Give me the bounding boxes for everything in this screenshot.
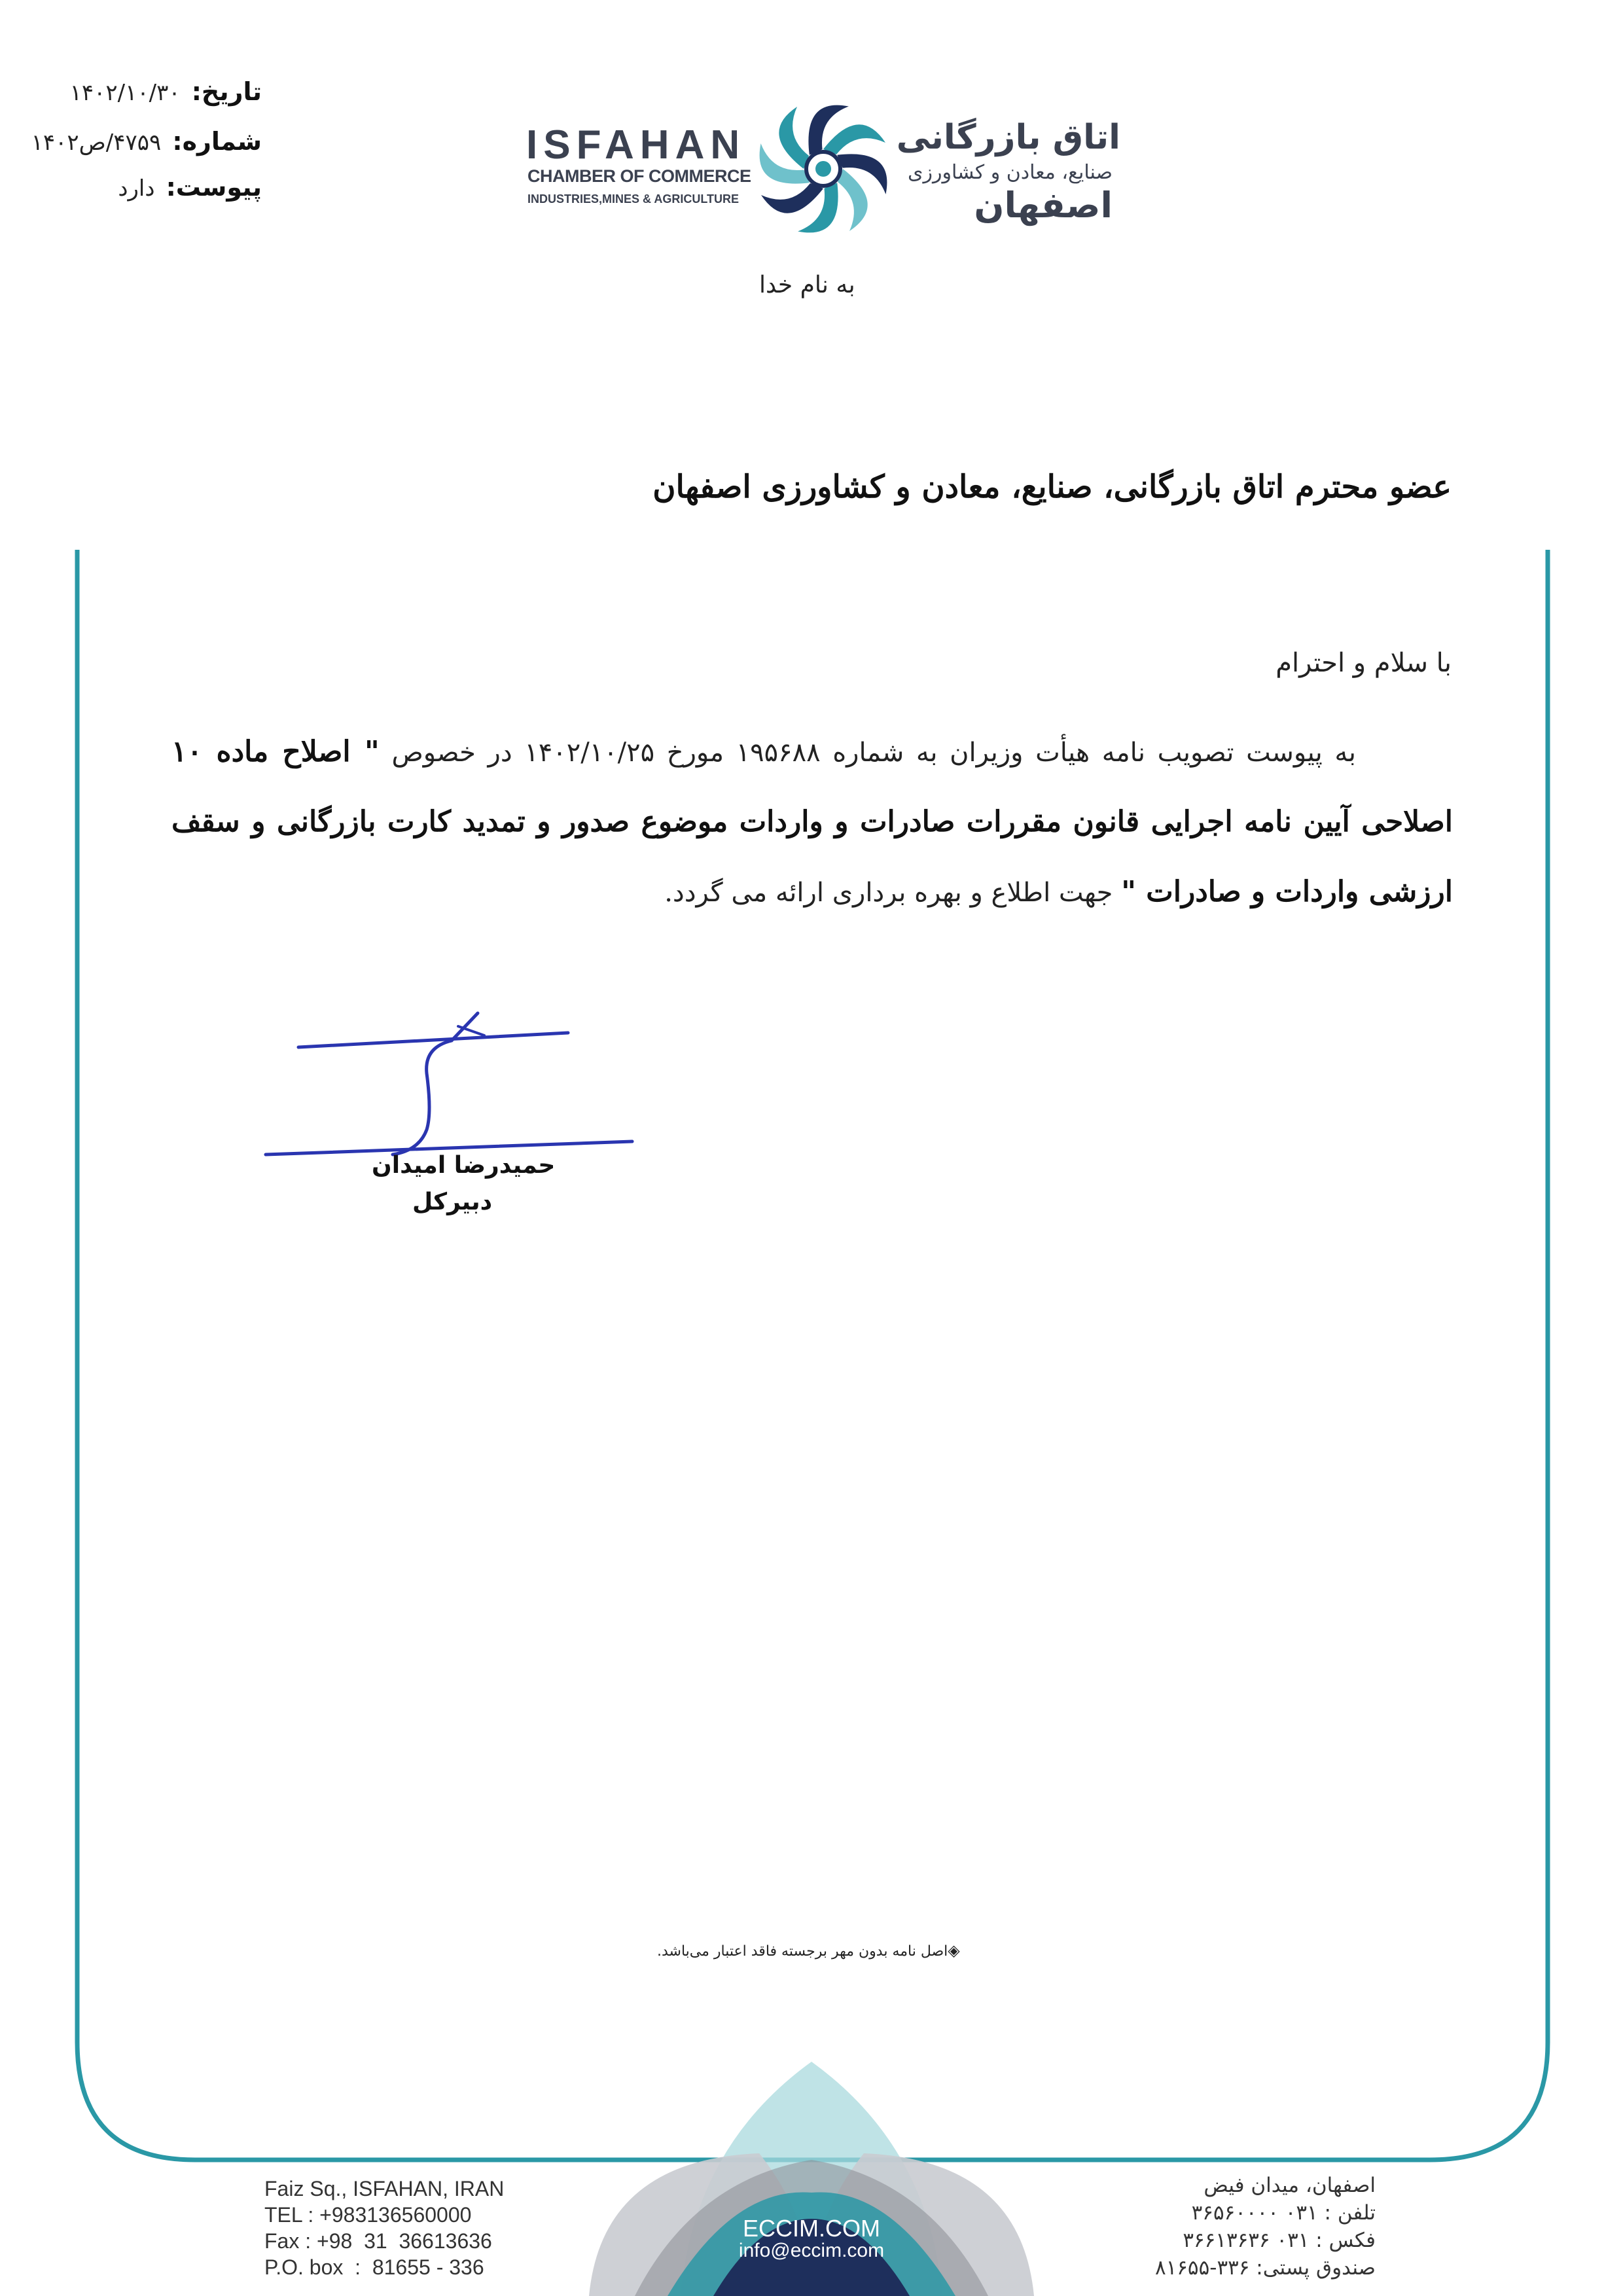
attachment-value: دارد	[118, 175, 155, 202]
letter-body	[171, 717, 1453, 927]
logo-persian-title: اتاق بازرگانی	[896, 118, 1120, 157]
body-intro: به پیوست تصویب نامه هیأت وزیران به شماره ۱۹۵۶۸۸ مورخ ۱۴۰۲/۱۰/۲۵ در خصوص	[391, 738, 1357, 768]
validity-note	[657, 1941, 960, 1960]
address-en-line: Faiz Sq., ISFAHAN, IRAN	[264, 2177, 505, 2200]
fax-fa-line: فکس : ۰۳۱ ۳۶۶۱۳۶۳۶	[1183, 2229, 1376, 2252]
body-subject: " اصلاح ماده ۱۰ اصلاحی آیین نامه اجرایی قانون مقررات صادرات و واردات موضوع صدور و تمدید کارت بازرگانی و سقف ارزشی واردات و صادرات "	[171, 735, 1453, 908]
number-value: ۴۷۵۹/ص۱۴۰۲	[31, 130, 162, 156]
phone-fa-line: تلفن : ۰۳۱ ۳۶۵۶۰۰۰۰	[1191, 2201, 1376, 2225]
email-link[interactable]: info@eccim.com	[738, 2240, 885, 2261]
address-fa-line: اصفهان، میدان فیض	[1204, 2174, 1376, 2197]
number-label: شماره:	[172, 127, 262, 156]
basmala: به نام خدا	[759, 272, 855, 298]
fax-en-line: Fax : +98 31 36613636	[264, 2229, 492, 2253]
signer-name: حمیدرضا امیدان	[372, 1152, 556, 1179]
date-value: ۱۴۰۲/۱۰/۳۰	[69, 80, 181, 106]
signer-title: دبیرکل	[412, 1189, 493, 1215]
website-link[interactable]: ECCIM.COM	[743, 2215, 880, 2242]
pobox-en-line: P.O. box : 81655 - 336	[264, 2255, 484, 2279]
letter-date	[26, 77, 262, 106]
letter-attachment	[26, 173, 262, 202]
footer-address-persian	[1155, 2172, 1376, 2282]
attachment-label: پیوست:	[166, 173, 262, 202]
logo-persian-city: اصفهان	[974, 185, 1113, 226]
logo-persian-subtitle: صنایع، معادن و کشاورزی	[908, 161, 1113, 184]
logo-english-title: ISFAHAN	[526, 122, 746, 168]
body-outro: جهت اطلاع و بهره برداری ارائه می گردد.	[664, 878, 1113, 908]
diamond-bullet-icon: ◈	[948, 1941, 960, 1960]
signature-image	[255, 1001, 648, 1165]
pobox-fa-line: صندوق پستی: ۳۳۶-۸۱۶۵۵	[1154, 2256, 1376, 2280]
recipient-line: عضو محترم اتاق بازرگانی، صنایع، معادن و کشاورزی اصفهان	[652, 469, 1452, 505]
logo-english-tagline: INDUSTRIES,MINES & AGRICULTURE	[527, 192, 740, 206]
date-label: تاریخ:	[191, 77, 262, 106]
logo-english-subtitle: CHAMBER OF COMMERCE	[527, 166, 751, 186]
phone-en-line: TEL : +983136560000	[264, 2203, 472, 2227]
footer-address-english	[264, 2176, 504, 2280]
validity-note-text: اصل نامه بدون مهر برجسته فاقد اعتبار می‌باشد.	[657, 1943, 948, 1960]
greeting: با سلام و احترام	[1275, 648, 1452, 678]
chamber-logo-emblem	[753, 98, 894, 240]
letter-number	[26, 127, 262, 156]
